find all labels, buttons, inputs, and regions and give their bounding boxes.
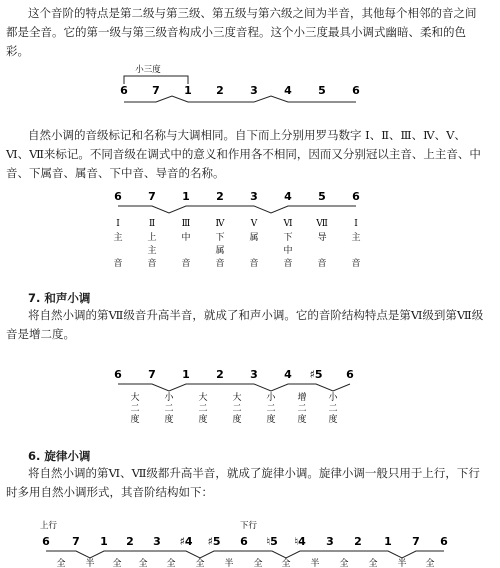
interval-char: 二 [130, 404, 140, 414]
step-char: 全 [56, 559, 66, 568]
note: 6 [352, 84, 360, 97]
note: 6 [240, 535, 248, 548]
interval-char: 度 [130, 415, 140, 425]
degree-char: 音 [147, 259, 157, 269]
note: ♯5 [207, 535, 221, 548]
note: ♯4 [179, 535, 193, 548]
note: 7 [148, 368, 156, 381]
degree-char: 上 [147, 233, 157, 243]
section6-line2: 时多用自然小调形式，其音阶结构如下： [6, 485, 213, 499]
interval-char: 小 [328, 393, 338, 403]
note: 2 [126, 535, 134, 548]
roman: Ⅶ [316, 219, 328, 229]
note: 3 [326, 535, 334, 548]
note: 4 [284, 368, 292, 381]
scale2-notes [114, 190, 360, 203]
degree-char: 音 [351, 259, 361, 269]
interval-char: 二 [266, 404, 276, 414]
roman: Ⅵ [283, 219, 293, 229]
interval-char: 度 [266, 415, 276, 425]
note: 6 [120, 84, 128, 97]
roman: Ⅰ [354, 219, 358, 229]
degree-char: 中 [283, 246, 293, 256]
degree-char: 属 [249, 233, 259, 243]
degree-char: 属 [215, 246, 225, 256]
step-char: 半 [397, 559, 407, 568]
interval-char: 小 [266, 393, 276, 403]
degree-char: 音 [317, 259, 327, 269]
note: 5 [318, 190, 326, 203]
section7-line2: 音是增二度。 [6, 327, 75, 341]
interval-char: 度 [198, 415, 208, 425]
note: 6 [42, 535, 50, 548]
step-char: 全 [253, 559, 263, 568]
note: 6 [114, 368, 122, 381]
degree-char: 音 [215, 259, 225, 269]
degree-char: 音 [283, 259, 293, 269]
note: 1 [384, 535, 392, 548]
interval-char: 度 [328, 415, 338, 425]
step-line [118, 206, 356, 213]
interval-char: 增 [297, 393, 307, 403]
interval-char: 度 [297, 415, 307, 425]
interval-char: 二 [198, 404, 208, 414]
para2-line3: 音、下属音、属音、下中音、导音的名称。 [6, 166, 225, 180]
step-char: 全 [339, 559, 349, 568]
interval-labels [130, 391, 338, 425]
roman: Ⅳ [215, 219, 225, 229]
degree-char: 音 [113, 259, 123, 269]
note: 6 [346, 368, 354, 381]
degree-char: 主 [113, 233, 123, 243]
note: 2 [216, 368, 224, 381]
section6-heading: 6. 旋律小调 [28, 449, 91, 463]
step-char: 全 [166, 559, 176, 568]
step-char: 半 [224, 559, 234, 568]
step-line [118, 384, 350, 391]
note: 2 [216, 84, 224, 97]
note: 1 [184, 84, 192, 97]
note: 6 [440, 535, 448, 548]
para1-line3: 彩。 [6, 44, 29, 58]
scale2-staff [0, 186, 500, 276]
ascending-label: 上行 [40, 521, 58, 531]
note: 6 [114, 190, 122, 203]
scale4-staff [0, 518, 500, 568]
step-char: 全 [368, 559, 378, 568]
step-labels [56, 557, 434, 568]
note: 7 [72, 535, 80, 548]
note: 1 [100, 535, 108, 548]
note: 3 [250, 190, 258, 203]
degree-char: 导 [317, 233, 327, 243]
degree-char: 下 [215, 233, 225, 243]
note: 6 [352, 190, 360, 203]
degree-char: 下 [283, 233, 293, 243]
note: 7 [148, 190, 156, 203]
scale4-notes [42, 535, 448, 548]
note: ♮4 [294, 535, 306, 548]
interval-char: 二 [297, 404, 307, 414]
interval-char: 二 [164, 404, 174, 414]
note: 2 [216, 190, 224, 203]
interval-char: 度 [232, 415, 242, 425]
step-char: 全 [281, 559, 291, 568]
section7-heading: 7. 和声小调 [28, 291, 91, 305]
bracket-label: 小三度 [135, 65, 161, 75]
note: 3 [250, 84, 258, 97]
step-line [46, 551, 444, 558]
note: 2 [354, 535, 362, 548]
para1-line2: 都是全音。它的第一级与第三级音构成小三度音程。这个小三度最具小调式幽暗、柔和的色 [6, 25, 466, 39]
scale3-notes [114, 368, 354, 381]
interval-char: 小 [164, 393, 174, 403]
para2-line2: Ⅵ、Ⅶ来标记。不同音级在调式中的意义和作用各不相同，因而又分别冠以主音、上主音、中 [6, 147, 481, 161]
scale3-staff [0, 364, 500, 424]
section6-line1: 将自然小调的第Ⅵ、Ⅶ级都升高半音，就成了旋律小调。旋律小调一般只用于上行，下行 [28, 466, 480, 480]
step-char: 半 [85, 559, 95, 568]
step-char: 全 [112, 559, 122, 568]
degree-char: 音 [181, 259, 191, 269]
note: 1 [182, 368, 190, 381]
roman: Ⅴ [250, 219, 258, 229]
degree-char: 主 [351, 233, 361, 243]
note: 1 [182, 190, 190, 203]
para1-line1: 这个音阶的特点是第二级与第三级、第五级与第六级之间为半音，其他每个相邻的音之间 [28, 6, 477, 20]
descending-label: 下行 [240, 521, 258, 531]
minor-third-bracket [124, 76, 188, 84]
scale1-notes [120, 84, 360, 97]
step-char: 全 [195, 559, 205, 568]
interval-char: 二 [232, 404, 242, 414]
para2-line1: 自然小调的音级标记和名称与大调相同。自下而上分别用罗马数字 Ⅰ、Ⅱ、Ⅲ、Ⅳ、Ⅴ、 [28, 128, 466, 142]
step-char: 全 [425, 559, 435, 568]
roman: Ⅱ [148, 219, 156, 229]
interval-char: 度 [164, 415, 174, 425]
step-char: 半 [310, 559, 320, 568]
section7-line1: 将自然小调的第Ⅶ级音升高半音，就成了和声小调。它的音阶结构特点是第Ⅵ级到第Ⅶ级 [28, 308, 484, 322]
note: 3 [250, 368, 258, 381]
note: ♯5 [309, 368, 323, 381]
interval-char: 大 [130, 393, 140, 403]
note: 5 [318, 84, 326, 97]
roman: Ⅲ [181, 219, 191, 229]
note: 4 [284, 84, 292, 97]
interval-char: 大 [232, 393, 242, 403]
interval-char: 大 [198, 393, 208, 403]
roman-numerals [116, 219, 358, 229]
note: 7 [412, 535, 420, 548]
note: ♮5 [266, 535, 278, 548]
degree-char: 音 [249, 259, 259, 269]
degree-names [113, 231, 360, 269]
degree-char: 主 [147, 246, 157, 256]
note: 4 [284, 190, 292, 203]
scale1-staff [0, 62, 500, 112]
degree-char: 中 [181, 233, 191, 243]
step-char: 全 [138, 559, 148, 568]
roman: Ⅰ [116, 219, 120, 229]
note: 3 [153, 535, 161, 548]
interval-char: 二 [328, 404, 338, 414]
note: 7 [152, 84, 160, 97]
